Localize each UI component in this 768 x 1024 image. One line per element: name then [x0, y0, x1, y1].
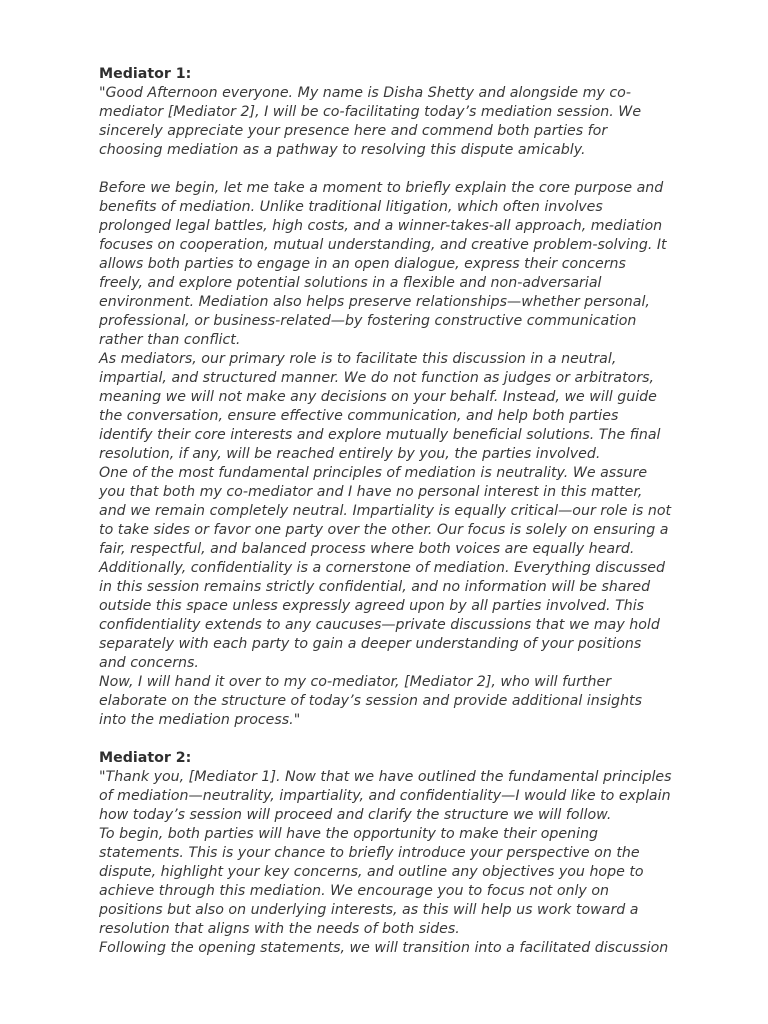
text-line: how today’s session will proceed and clarify the structure we will follow.	[99, 807, 612, 823]
text-line: statements. This is your chance to briefly introduce your perspective on the	[99, 845, 640, 861]
mediator-1-explanation	[99, 179, 679, 730]
text-line: environment. Mediation also helps preserve relationships—whether personal,	[99, 294, 650, 310]
text-line: Before we begin, let me take a moment to briefly explain the core purpose and	[99, 180, 664, 196]
text-line: identify their core interests and explore mutually beneficial solutions. The final	[99, 427, 661, 443]
mediator-2-statement	[99, 768, 679, 958]
text-line: Now, I will hand it over to my co-mediator, [Mediator 2], who will further	[99, 674, 612, 690]
text-line: sincerely appreciate your presence here and commend both parties for	[99, 123, 608, 139]
text-line: separately with each party to gain a deeper understanding of your positions	[99, 636, 642, 652]
text-line: mediator [Mediator 2], I will be co-facilitating today’s mediation session. We	[99, 104, 642, 120]
text-line: you that both my co-mediator and I have no personal interest in this matter,	[99, 484, 643, 500]
text-line: in this session remains strictly confidential, and no information will be shared	[99, 579, 651, 595]
mediator-2-heading: Mediator 2:	[99, 750, 192, 766]
text-line: positions but also on underlying interests, as this will help us work toward a	[99, 902, 639, 918]
text-line: benefits of mediation. Unlike traditional litigation, which often involves	[99, 199, 603, 215]
text-line: achieve through this mediation. We encourage you to focus not only on	[99, 883, 610, 899]
text-line: choosing mediation as a pathway to resolving this dispute amicably.	[99, 142, 586, 158]
text-line: meaning we will not make any decisions on your behalf. Instead, we will guide	[99, 389, 657, 405]
paragraph-gap	[99, 160, 679, 179]
text-line: fair, respectful, and balanced process where both voices are equally heard.	[99, 541, 635, 557]
text-line: outside this space unless expressly agreed upon by all parties involved. This	[99, 598, 645, 614]
paragraph-gap	[99, 730, 679, 749]
text-line: dispute, highlight your key concerns, and outline any objectives you hope to	[99, 864, 644, 880]
text-line: As mediators, our primary role is to facilitate this discussion in a neutral,	[99, 351, 617, 367]
text-line: prolonged legal battles, high costs, and a winner-takes-all approach, mediation	[99, 218, 663, 234]
text-line: the conversation, ensure effective communication, and help both parties	[99, 408, 619, 424]
text-line: into the mediation process."	[99, 712, 301, 728]
text-line: resolution, if any, will be reached entirely by you, the parties involved.	[99, 446, 601, 462]
text-line: confidentiality extends to any caucuses—private discussions that we may hold	[99, 617, 660, 633]
text-line: resolution that aligns with the needs of both sides.	[99, 921, 460, 937]
text-line: impartial, and structured manner. We do not function as judges or arbitrators,	[99, 370, 655, 386]
text-line: to take sides or favor one party over the other. Our focus is solely on ensuring a	[99, 522, 669, 538]
text-line: professional, or business-related—by fostering constructive communication	[99, 313, 637, 329]
text-line: "Good Afternoon everyone. My name is Disha Shetty and alongside my co-	[99, 85, 631, 101]
text-line: "Thank you, [Mediator 1]. Now that we have outlined the fundamental principles	[99, 769, 672, 785]
text-line: and concerns.	[99, 655, 199, 671]
text-line: of mediation—neutrality, impartiality, and confidentiality—I would like to explain	[99, 788, 671, 804]
text-line: and we remain completely neutral. Impartiality is equally critical—our role is not	[99, 503, 672, 519]
text-line: To begin, both parties will have the opportunity to make their opening	[99, 826, 599, 842]
text-line: elaborate on the structure of today’s session and provide additional insights	[99, 693, 643, 709]
text-line: freely, and explore potential solutions in a flexible and non-adversarial	[99, 275, 602, 291]
mediator-1-opening	[99, 84, 679, 160]
text-line: Additionally, confidentiality is a cornerstone of mediation. Everything discussed	[99, 560, 665, 576]
document-page	[99, 65, 679, 958]
text-line: Following the opening statements, we will transition into a facilitated discussion	[99, 940, 669, 956]
mediator-1-heading: Mediator 1:	[99, 66, 192, 82]
text-line: focuses on cooperation, mutual understanding, and creative problem-solving. It	[99, 237, 667, 253]
text-line: allows both parties to engage in an open dialogue, express their concerns	[99, 256, 626, 272]
text-line: One of the most fundamental principles of mediation is neutrality. We assure	[99, 465, 648, 481]
text-line: rather than conflict.	[99, 332, 241, 348]
